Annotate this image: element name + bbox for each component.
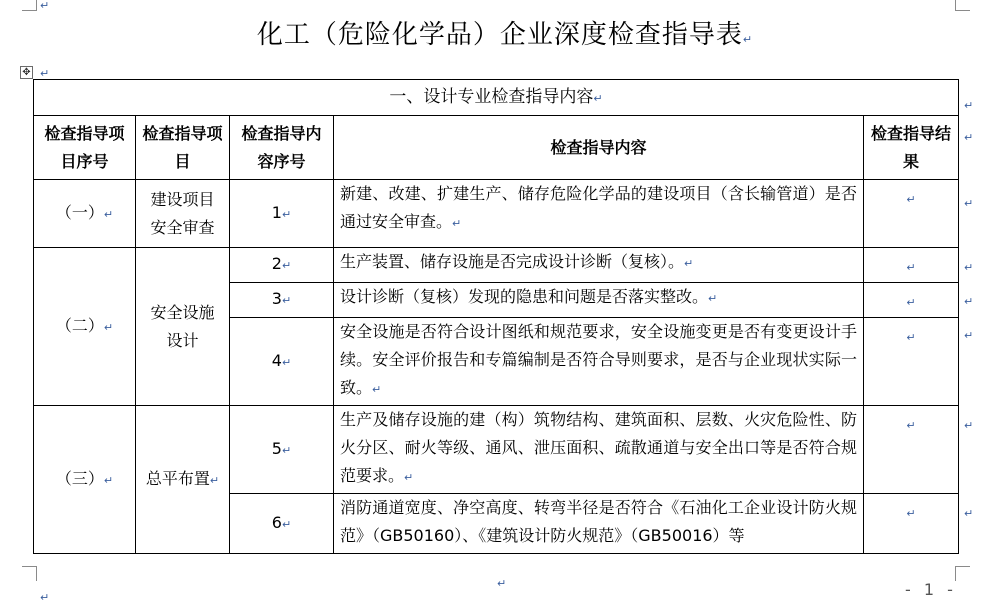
paragraph-mark: ↵ [40,67,50,80]
content-number: 3↵ [230,283,334,318]
result-cell[interactable]: ↵ [864,283,959,318]
result-cell[interactable]: ↵ [864,318,959,406]
paragraph-mark: ↵ [497,577,507,590]
inspection-guide-table [33,79,959,554]
group-item: 总平布置↵ [136,406,230,554]
page-corner-mark [955,566,970,581]
result-cell[interactable]: ↵ [864,248,959,283]
content-number: 5↵ [230,406,334,494]
group-item: 安全设施设计 [136,248,230,406]
paragraph-mark: ↵ [964,197,974,210]
content-text: 生产装置、储存设施是否完成设计诊断（复核）。↵ [334,248,864,283]
content-number: 1↵ [230,180,334,248]
result-cell[interactable]: ↵ [864,180,959,248]
content-number: 4↵ [230,318,334,406]
content-number: 6↵ [230,494,334,554]
header-result: 检查指导结果 [864,116,959,180]
paragraph-mark: ↵ [964,419,974,432]
content-text: 安全设施是否符合设计图纸和规范要求，安全设施变更是否有变更设计手续。安全评价报告和专篇编制是否符合导则要求，是否与企业现状实际一致。↵ [334,318,864,406]
result-cell[interactable]: ↵ [864,494,959,554]
page-number: - 1 - [905,580,957,599]
group-item: 建设项目安全审查 [136,180,230,248]
result-cell[interactable]: ↵ [864,406,959,494]
table-move-handle-icon[interactable]: ✥ [20,66,33,79]
paragraph-mark: ↵ [964,99,974,112]
content-text: 新建、改建、扩建生产、储存危险化学品的建设项目（含长输管道）是否通过安全审查。↵ [334,180,864,248]
content-number: 2↵ [230,248,334,283]
header-item: 检查指导项目 [136,116,230,180]
content-text: 生产及储存设施的建（构）筑物结构、建筑面积、层数、火灾危险性、防火分区、耐火等级、通风、泄压面积、疏散通道与安全出口等是否符合规范要求。↵ [334,406,864,494]
paragraph-mark: ↵ [40,591,50,604]
page-corner-mark [22,0,37,11]
group-number: （二）↵ [34,248,136,406]
page-corner-mark [955,0,970,11]
paragraph-mark: ↵ [40,0,50,12]
header-item-no: 检查指导项目序号 [34,116,136,180]
page-corner-mark [22,566,37,581]
content-text: 设计诊断（复核）发现的隐患和问题是否落实整改。↵ [334,283,864,318]
group-number: （一）↵ [34,180,136,248]
content-text: 消防通道宽度、净空高度、转弯半径是否符合《石油化工企业设计防火规范》（GB50160）、《建筑设计防火规范》（GB50016）等 [334,494,864,554]
group-number: （三）↵ [34,406,136,554]
paragraph-mark: ↵ [964,295,974,308]
section-title-cell: 一、设计专业检查指导内容↵ [34,80,959,116]
paragraph-mark: ↵ [964,131,974,144]
paragraph-mark: ↵ [964,507,974,520]
document-title: 化工（危险化学品）企业深度检查指导表↵ [256,20,754,50]
header-content: 检查指导内容 [334,116,864,180]
paragraph-mark: ↵ [964,329,974,342]
header-content-no: 检查指导内容序号 [230,116,334,180]
paragraph-mark: ↵ [964,261,974,274]
